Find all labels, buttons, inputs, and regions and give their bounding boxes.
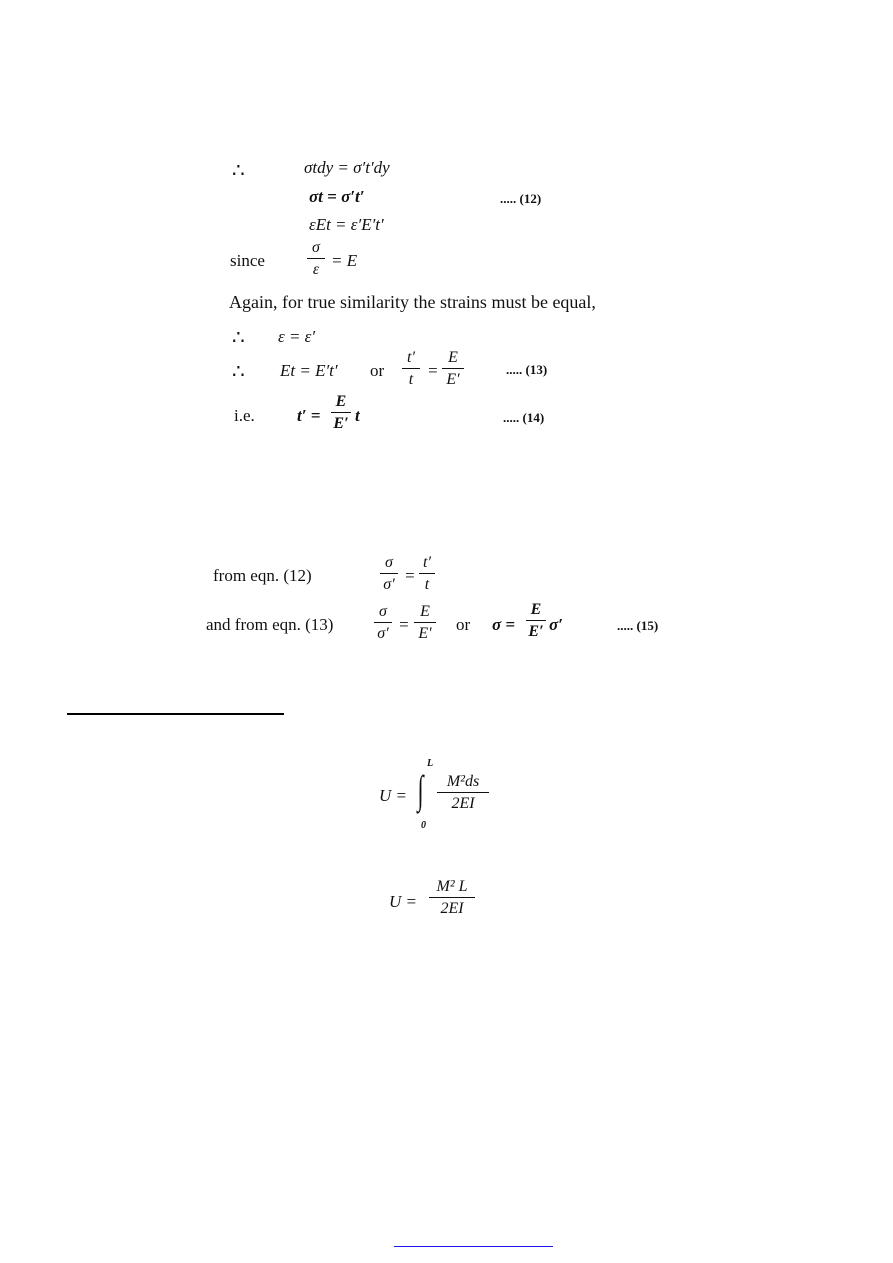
fraction-E-over-E-prime: [442, 348, 464, 389]
fraction-E-over-E-prime: [414, 602, 436, 643]
fraction-t-prime-over-t: [402, 348, 420, 389]
equals-sign: =: [398, 615, 410, 634]
since-rhs: = E: [331, 251, 358, 270]
fraction-denominator: σ′: [383, 576, 395, 593]
fraction-numerator: σ: [385, 554, 393, 571]
fraction-numerator: t′: [423, 554, 431, 571]
fraction-numerator: σ: [379, 603, 387, 620]
and-from-eqn-13-label: and from eqn. (13): [206, 615, 334, 634]
fraction-denominator: t: [424, 576, 430, 593]
equation-12: σt = σ′t′: [309, 187, 365, 206]
fraction-bar: [429, 897, 475, 898]
fraction-denominator: E′: [418, 625, 432, 642]
fraction-denominator: E′: [528, 623, 544, 640]
fraction-sigma-over-sigma-prime: [374, 602, 392, 643]
equals-sign: =: [427, 361, 439, 380]
fraction-bar: [419, 573, 435, 574]
fraction-bar: [402, 368, 420, 369]
fraction-bar: [526, 620, 546, 621]
integral-upper-limit: L: [427, 758, 434, 769]
equation-strain-equal: ε = ε′: [278, 327, 316, 346]
fraction-denominator: E′: [333, 415, 349, 432]
since-label: since: [230, 251, 265, 270]
energy-result-lhs: U =: [389, 892, 417, 911]
section-underline: [67, 713, 284, 715]
or-word: or: [456, 615, 471, 634]
fraction-denominator: σ′: [377, 625, 389, 642]
fraction-numerator: σ: [312, 239, 320, 256]
fraction-denominator: E′: [446, 371, 460, 388]
fraction-bar: [380, 573, 398, 574]
fraction-numerator: M² L: [436, 878, 468, 895]
equation-number-12: ..... (12): [500, 191, 542, 206]
fraction-bar: [437, 792, 489, 793]
equation-stress-area: σtdy = σ′t′dy: [304, 158, 390, 177]
equals-sign: =: [404, 566, 416, 585]
equation-15-tail: σ′: [549, 615, 563, 634]
fraction-energy-result: [429, 877, 475, 918]
fraction-E-over-E-prime-bold: [526, 600, 546, 641]
again-sentence: Again, for true similarity the strains must be equal,: [229, 292, 596, 312]
therefore-symbol: ∴: [232, 327, 245, 349]
fraction-numerator: E: [530, 601, 542, 618]
therefore-symbol: ∴: [232, 361, 245, 383]
or-word: or: [370, 361, 385, 380]
fraction-bar: [442, 368, 464, 369]
fraction-numerator: E: [420, 603, 430, 620]
fraction-denominator: ε: [312, 261, 320, 278]
fraction-bar: [307, 258, 325, 259]
integral-lower-limit: 0: [421, 820, 426, 831]
integral-sign: ∫: [417, 767, 424, 812]
fraction-sigma-over-epsilon: [307, 238, 325, 279]
from-eqn-12-label: from eqn. (12): [213, 566, 312, 585]
equation-14-t: t: [355, 406, 360, 425]
ie-label: i.e.: [234, 406, 255, 425]
fraction-sigma-over-sigma-prime: [380, 553, 398, 594]
fraction-bar: [374, 622, 392, 623]
equation-13-lhs: Et = E′t′: [280, 361, 338, 380]
fraction-E-over-E-prime-bold: [331, 392, 351, 433]
fraction-denominator: t: [408, 371, 414, 388]
fraction-denominator: 2EI: [440, 900, 464, 917]
equation-14-lhs: t′ =: [297, 406, 321, 425]
fraction-denominator: 2EI: [451, 795, 475, 812]
equation-number-14: ..... (14): [503, 410, 545, 425]
equation-number-15: ..... (15): [617, 618, 659, 633]
energy-integral-lhs: U =: [379, 786, 407, 805]
equation-15-lhs: σ =: [492, 615, 516, 634]
fraction-t-prime-over-t: [419, 553, 435, 594]
fraction-bar: [414, 622, 436, 623]
fraction-numerator: M²ds: [446, 773, 480, 790]
equation-number-13: ..... (13): [506, 362, 548, 377]
fraction-bar: [331, 412, 351, 413]
fraction-numerator: E: [335, 393, 347, 410]
fraction-numerator: E: [448, 349, 458, 366]
therefore-symbol: ∴: [232, 160, 245, 182]
fraction-energy-integrand: [437, 772, 489, 813]
fraction-numerator: t′: [407, 349, 415, 366]
footer-link-underline[interactable]: [394, 1246, 553, 1247]
equation-strain-product: εEt = ε′E′t′: [309, 215, 384, 234]
